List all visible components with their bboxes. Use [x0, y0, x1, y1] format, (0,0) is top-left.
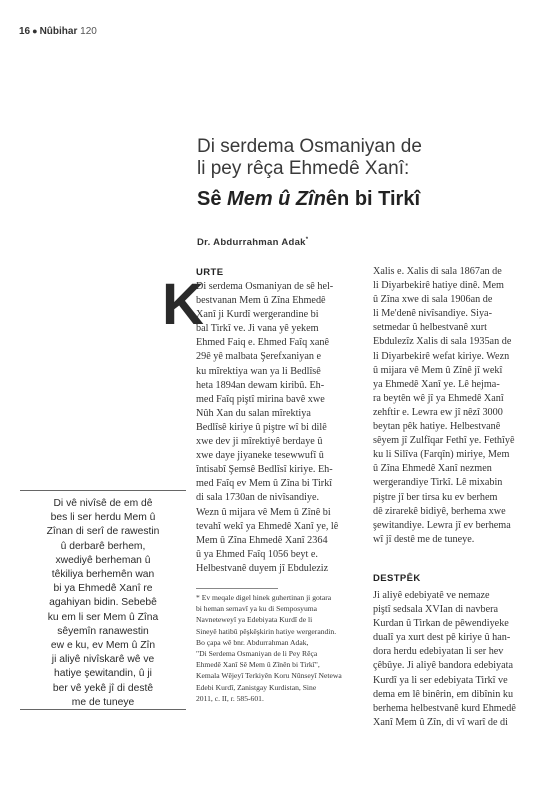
body-text-line: zehftir e. Lewra ew jî nêzî 3000	[373, 406, 503, 418]
footnote-line: bi heman sernavî ya ku di Semposyuma	[196, 604, 318, 614]
magazine-name-prefix: Nû	[39, 26, 53, 37]
body-text-line: ku li Silîva (Farqîn) miriye, Mem	[373, 449, 510, 461]
footnote	[196, 592, 352, 704]
subtitle-work-title: Mem û Zîn	[227, 188, 326, 210]
magazine-name: bihar	[52, 26, 78, 37]
body-text-line: beytan pêk hatiye. Helbestvanê	[373, 421, 501, 433]
body-text-line: ra beytên wê jî ya Ehmedê Xanî	[373, 392, 504, 404]
body-text-line: tevahî wekî ya Ehmedê Xanî ye, lê	[196, 520, 339, 532]
body-text-line: û Zîna Ehmedê Xanî nezmen	[373, 463, 492, 475]
article-subtitle	[197, 188, 420, 211]
body-text-line: Wezn û mijara vê Mem û Zînê bi	[196, 506, 331, 518]
pull-quote-line: agahiyan bidin. Sebebê	[49, 597, 157, 609]
pull-quote-line: bi ya Ehmedê Xanî re	[53, 583, 153, 595]
abstract-column-right	[373, 265, 525, 547]
body-text-line: Mem û Zîna Ehmedê Xanî 2364	[196, 534, 328, 546]
body-text-line: ku mîrektiya wan ya li Bedlîsê	[196, 365, 321, 377]
body-text-line: dema em lê binêrin, em dibînin ku	[373, 688, 514, 700]
bullet-separator: ●	[32, 26, 38, 36]
body-text-line: Xanî Mem û Zîn, di vî warî de di	[373, 716, 508, 728]
pull-quote-line: me de tuneye	[71, 696, 135, 708]
body-text-line: dualî ya xurt dest pê kiriye û han-	[373, 632, 511, 644]
body-text-line: întisabî Şemsê Bedlîsî kiriye. Eh-	[196, 464, 333, 476]
body-text-line: wî jî destê me de tuneye.	[373, 533, 475, 545]
body-text-line: û ya Ehmed Faîq 1056 beyt e.	[196, 548, 318, 560]
body-text-line: Kurdî ya li ser edebiyata Tirkî ve	[373, 674, 508, 686]
article-title	[197, 136, 527, 180]
intro-column	[373, 589, 525, 730]
running-header	[19, 26, 97, 37]
pull-quote	[20, 490, 186, 710]
body-text-line: û mijara vê Mem û Zînê jî wekî	[373, 364, 503, 376]
abstract-heading: URTE	[196, 267, 224, 278]
pull-quote-line: ji aliyê nivîskarê wê ve	[51, 654, 155, 666]
body-text-line: Xalis e. Xalis di sala 1867an de	[373, 266, 502, 277]
pull-quote-line: Di vê nivîsê de em dê	[53, 498, 153, 509]
body-text-line: Ebdulezîz Xalis di sala 1935an de	[373, 336, 512, 348]
pull-quote-line: ku em li ser Mem û Zîna	[47, 611, 159, 623]
body-text-line: Xanî ji Kurdî wergerandine bi	[196, 309, 319, 321]
body-text-line: xwe dev ji mîrektiyê berdaye û	[196, 436, 323, 448]
subtitle-prefix: Sê	[197, 188, 228, 210]
body-text-line: wergerandiye Tirkî. Lê mixabin	[373, 477, 503, 489]
footnote-line: Ehmedê Xanî Sê Mem û Zînên bi Tirkî",	[196, 660, 320, 670]
author-name: Dr. Abdurrahman Adak	[197, 237, 306, 249]
body-text-line: Helbestvanê duyem jî Ebduleziz	[196, 562, 329, 574]
body-text-line: berhema helbestvanê kurd Ehmedê	[373, 702, 516, 714]
body-text-line: dê zirarekê bidiyê, berhema xwe	[373, 505, 506, 517]
body-text-line: li Me'denê nivîsandiye. Siya-	[373, 308, 492, 320]
body-text-line: Ehmed Faiq e. Ehmed Faîq xanê	[196, 337, 329, 349]
body-text-line: Nûh Xan du salan mîrektiya	[196, 407, 311, 419]
footnote-line: Edebi Kurdî, Zanistgay Kurdistan, Sine	[196, 682, 317, 692]
page-number: 16	[19, 26, 31, 37]
pull-quote-line: û derbarê berhem,	[60, 540, 146, 552]
drop-cap: K	[162, 272, 204, 337]
body-text-line: xwe daye jiyaneke tesewwufî û	[196, 450, 324, 462]
footnote-line: 2011, c. II, r. 585-601.	[196, 693, 264, 703]
title-line: Di serdema Osmaniyan de	[197, 136, 422, 157]
footnote-line: "Di Serdema Osmaniyan de li Pey Rêça	[196, 649, 318, 659]
intro-heading: DESTPÊK	[373, 573, 421, 584]
body-text-line: Ji aliyê edebiyatê ve nemaze	[373, 590, 490, 601]
body-text-line: heta 1894an dewam kiribû. Eh-	[196, 379, 325, 391]
footnote-line: Bo çapa wê bnr. Abdurrahman Adak,	[196, 637, 309, 647]
pull-quote-line: hatiye şewitandin, û ji	[54, 668, 152, 680]
body-text-line: ya Ehmedê Xanî ye. Lê hejma-	[373, 378, 500, 390]
body-text-line: Bedlîsê kiriye û piştre wî bi dilê	[196, 421, 327, 433]
pull-quote-line: ew e ku, ev Mem û Zîn	[50, 640, 156, 652]
body-text-line: Kurdan û Tirkan de pêwendiyeke	[373, 618, 509, 630]
footnote-line: Sineyê hatibû pêşkêşkirin hatiye wergerandin.	[196, 626, 337, 636]
title-line: li pey rêça Ehmedê Xanî:	[197, 158, 410, 179]
pull-quote-line: Zînan di serî de rawestin	[46, 526, 160, 538]
pull-quote-line: têkiliya berhemên wan	[51, 569, 155, 581]
body-text-line: bal Tirkî ve. Ji vana yê yekem	[196, 323, 319, 335]
body-text-line: Di serdema Osmaniyan de sê hel-	[196, 281, 334, 292]
body-text-line: setmedar û helbestvanê xurt	[373, 322, 488, 334]
pull-quote-line: ber vê yekê jî di destê	[52, 682, 154, 694]
body-text-line: û Zîna xwe di sala 1906an de	[373, 294, 493, 306]
body-text-line: di sala 1730an de nivîsandiye.	[196, 492, 320, 504]
pull-quote-line: sêyemîn ranawestin	[57, 625, 149, 637]
footnote-separator	[196, 588, 278, 589]
pull-quote-line: bes li ser herdu Mem û	[50, 512, 156, 524]
body-text-line: 29ê yê malbata Şerefxaniyan e	[196, 351, 322, 363]
body-text-line: sêyem jî Zulfîqar Fethî ye. Fethîyê	[373, 435, 515, 447]
body-text-line: med Faîq piştî mirina bavê xwe	[196, 393, 325, 405]
body-text-line: çêbûye. Ji aliyê bandora edebiyata	[373, 660, 514, 672]
subtitle-suffix: ên bi Tirkî	[325, 188, 421, 210]
author-byline	[197, 237, 308, 248]
footnote-marker: *	[305, 237, 309, 243]
body-text-line: dora herdu edebiyatan li ser hev	[373, 646, 504, 658]
footnote-line: * Ev meqale digel hinek guhertinan ji gotara	[196, 593, 332, 602]
body-text-line: piştre jî ber tirsa ku ev berhem	[373, 491, 498, 503]
body-text-line: li Diyarbekirê hatiye dinê. Mem	[373, 280, 504, 292]
abstract-column-left	[196, 280, 348, 576]
body-text-line: piştî sedsala XVIan di navbera	[373, 604, 499, 616]
footnote-line: Navneteweyî ya Edebiyata Kurdî de li	[196, 615, 313, 625]
body-text-line: li Diyarbekirê wefat kiriye. Wezn	[373, 350, 510, 362]
body-text-line: şewitandiye. Lewra jî ev berhema	[373, 519, 511, 531]
issue-number: 120	[80, 26, 97, 37]
pull-quote-line: xwediyê berheman û	[55, 554, 151, 566]
body-text-line: bestvanan Mem û Zîna Ehmedê	[196, 295, 326, 307]
body-text-line: med Faîq ev Mem û Zîna bi Tirkî	[196, 478, 333, 490]
footnote-line: Kemala Wêjeyî Terkiyên Koru Nûnseyî Netewa	[196, 671, 342, 681]
